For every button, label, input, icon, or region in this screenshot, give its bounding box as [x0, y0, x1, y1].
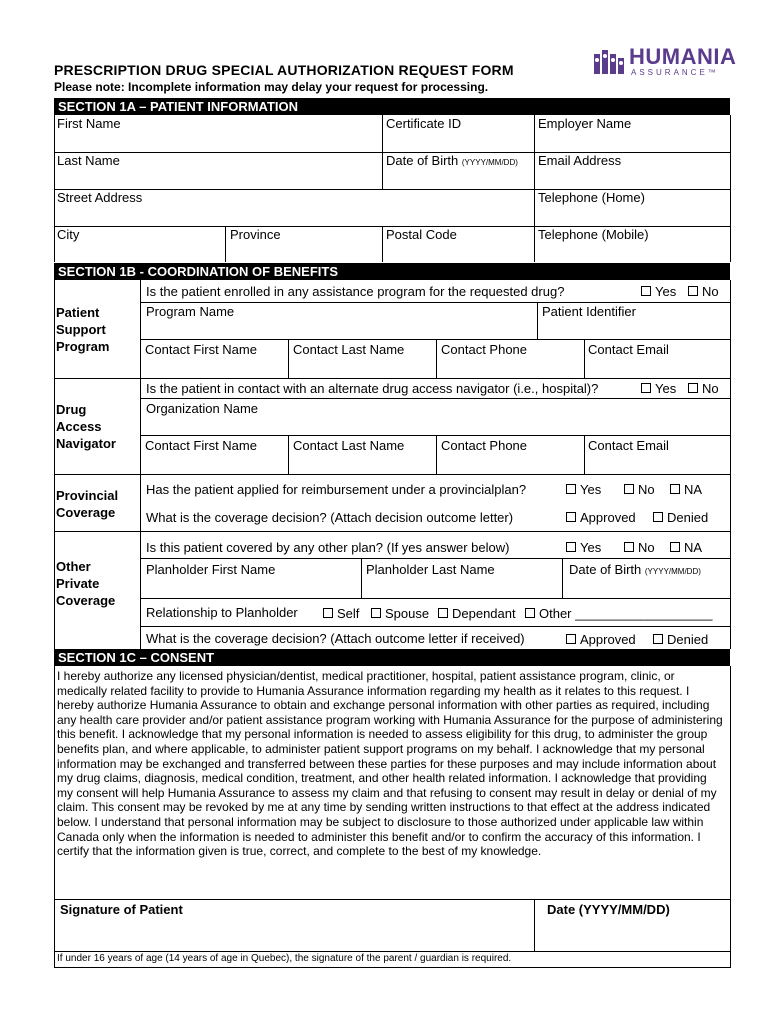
other-yes-label: Yes [580, 540, 602, 555]
psp-contact-phone-field[interactable]: Contact Phone [441, 342, 528, 357]
patient-identifier-field[interactable]: Patient Identifier [542, 304, 636, 319]
telephone-home-field[interactable]: Telephone (Home) [538, 190, 645, 205]
prov-na-checkbox[interactable] [670, 482, 702, 497]
certificate-id-field[interactable]: Certificate ID [386, 116, 462, 131]
dan-yes-checkbox[interactable] [641, 381, 676, 396]
psp-side-3: Program [56, 339, 110, 354]
prov-denied-label: Denied [667, 510, 709, 525]
dependant-checkbox[interactable] [438, 606, 516, 621]
psp-contact-first-field[interactable]: Contact First Name [145, 342, 257, 357]
other-approved-label: Approved [580, 632, 636, 647]
other-no-label: No [638, 540, 655, 555]
psp-side-2: Support [56, 322, 106, 337]
psp-no-label: No [702, 284, 719, 299]
dan-question: Is the patient in contact with an alternate drug access navigator (i.e., hospital)? [146, 381, 599, 396]
prov-yes-checkbox[interactable] [566, 482, 601, 497]
prov-approved-checkbox[interactable] [566, 510, 636, 525]
signature-date-field[interactable]: Date (YYYY/MM/DD) [547, 902, 670, 917]
form-note: Please note: Incomplete information may delay your request for processing. [54, 80, 489, 94]
prov-question: Has the patient applied for reimbursement under a provincialplan? [146, 482, 527, 497]
section-1a-heading: SECTION 1A – PATIENT INFORMATION [54, 98, 730, 115]
other-approved-checkbox[interactable] [566, 632, 636, 647]
dan-contact-phone-field[interactable]: Contact Phone [441, 438, 528, 453]
spouse-label: Spouse [385, 606, 430, 621]
other-side-3: Coverage [56, 593, 116, 608]
employer-name-field[interactable]: Employer Name [538, 116, 632, 131]
psp-no-checkbox[interactable] [688, 284, 719, 299]
city-field[interactable]: City [57, 227, 80, 242]
other-yes-checkbox[interactable] [566, 540, 601, 555]
other-side-1: Other [56, 559, 91, 574]
dan-no-checkbox[interactable] [688, 381, 719, 396]
other-na-checkbox[interactable] [670, 540, 702, 555]
psp-question: Is the patient enrolled in any assistance program for the requested drug? [146, 284, 565, 299]
psp-contact-email-field[interactable]: Contact Email [588, 342, 669, 357]
dob-label: Date of Birth [386, 153, 459, 168]
other-relationship-line[interactable]: ___________________ [575, 606, 713, 621]
prov-na-label: NA [684, 482, 703, 497]
other-denied-label: Denied [667, 632, 709, 647]
prov-side-1: Provincial [56, 488, 119, 503]
other-side-label [56, 558, 115, 609]
prov-no-label: No [638, 482, 655, 497]
other-decision-question: What is the coverage decision? (Attach outcome letter if received) [146, 631, 525, 646]
last-name-field[interactable]: Last Name [57, 153, 120, 168]
prov-side-2: Coverage [56, 505, 116, 520]
dan-side-3: Navigator [56, 436, 116, 451]
section-1b-heading: SECTION 1B - COORDINATION OF BENEFITS [54, 263, 730, 280]
relationship-label: Relationship to Planholder [146, 605, 298, 620]
self-checkbox[interactable] [323, 606, 359, 621]
street-address-field[interactable]: Street Address [57, 190, 143, 205]
humania-logo [594, 44, 737, 78]
other-relationship-label: Other [539, 606, 572, 621]
other-side-2: Private [56, 576, 100, 591]
prov-yes-label: Yes [580, 482, 602, 497]
prov-no-checkbox[interactable] [624, 482, 655, 497]
psp-side-1: Patient [56, 305, 100, 320]
dan-yes-label: Yes [655, 381, 677, 396]
signature-field[interactable]: Signature of Patient [60, 902, 183, 917]
email-field[interactable]: Email Address [538, 153, 622, 168]
planholder-dob-format: (YYYY/MM/DD) [644, 567, 701, 576]
planholder-first-field[interactable]: Planholder First Name [146, 562, 276, 577]
dan-side-1: Drug [56, 402, 87, 417]
dan-contact-email-field[interactable]: Contact Email [588, 438, 669, 453]
prov-denied-checkbox[interactable] [653, 510, 708, 525]
psp-contact-last-field[interactable]: Contact Last Name [293, 342, 405, 357]
dob-format: (YYYY/MM/DD) [461, 158, 518, 167]
prov-decision-question: What is the coverage decision? (Attach decision outcome letter) [146, 510, 514, 525]
psp-yes-label: Yes [655, 284, 677, 299]
consent-text: I hereby authorize any licensed physician/dentist, medical practitioner, hospital, patient assistance program, clinic, or medically related facility to provide to Humania Assurance information regarding my health as it relates to this request. I hereby authorize Humania Assurance to obtain and exchange personal information with other parties as required, including any health care provider and/or patient assistance program working with Humania Assurance for the purpose of administering this benefit. I acknowledge that my personal information is needed to assess eligibility for this drug, to administer the group benefits plan, and where applicable, to administer patient support programs on my behalf. I acknowledge that my personal information may be exchanged and transferred between these parties for these purposes and may include information about my drug claims, diagnosis, medical condition, treatment, and other health related information. I acknowledge that providing my consent will help Humania Assurance to assess my claim and that refusing to consent may result in delay or denial of my claim. This consent may be revoked by me at any time by sending written instructions to that effect at the address indicated below. I understand that personal information may be subject to disclosure to those authorized under applicable law within Canada only when the information is needed to administer this benefit and/or to confirm the accuracy of this information. I certify that the information given is true, correct, and complete to the best of my knowledge. [57, 669, 723, 859]
section-1c-heading: SECTION 1C – CONSENT [54, 649, 730, 666]
prov-side-label [56, 487, 118, 521]
psp-yes-checkbox[interactable] [641, 284, 676, 299]
other-no-checkbox[interactable] [624, 540, 655, 555]
postal-code-field[interactable]: Postal Code [386, 227, 457, 242]
logo-name: HUMANIA [629, 44, 737, 69]
dan-contact-first-field[interactable]: Contact First Name [145, 438, 257, 453]
self-label: Self [337, 606, 360, 621]
humania-logo-icon [594, 50, 624, 74]
other-question: Is this patient covered by any other plan? (If yes answer below) [146, 540, 510, 555]
planholder-dob-label: Date of Birth [569, 562, 642, 577]
dan-no-label: No [702, 381, 719, 396]
dan-side-label [56, 401, 116, 452]
organization-name-field[interactable]: Organization Name [146, 401, 258, 416]
planholder-last-field[interactable]: Planholder Last Name [366, 562, 495, 577]
dependant-label: Dependant [452, 606, 516, 621]
program-name-field[interactable]: Program Name [146, 304, 235, 319]
psp-side-label [56, 304, 109, 355]
form-title: PRESCRIPTION DRUG SPECIAL AUTHORIZATION REQUEST FORM [54, 62, 514, 78]
dob-field[interactable] [386, 153, 518, 168]
prov-approved-label: Approved [580, 510, 636, 525]
other-denied-checkbox[interactable] [653, 632, 708, 647]
guardian-footnote: If under 16 years of age (14 years of age in Quebec), the signature of the parent / guardian is required. [57, 953, 512, 964]
spouse-checkbox[interactable] [371, 606, 429, 621]
dan-contact-last-field[interactable]: Contact Last Name [293, 438, 405, 453]
province-field[interactable]: Province [230, 227, 281, 242]
first-name-field[interactable]: First Name [57, 116, 121, 131]
other-na-label: NA [684, 540, 703, 555]
telephone-mobile-field[interactable]: Telephone (Mobile) [538, 227, 649, 242]
dan-side-2: Access [56, 419, 102, 434]
other-relationship-checkbox[interactable] [525, 606, 713, 621]
logo-subtitle: ASSURANCE™ [631, 68, 719, 77]
planholder-dob-field[interactable] [569, 562, 701, 577]
